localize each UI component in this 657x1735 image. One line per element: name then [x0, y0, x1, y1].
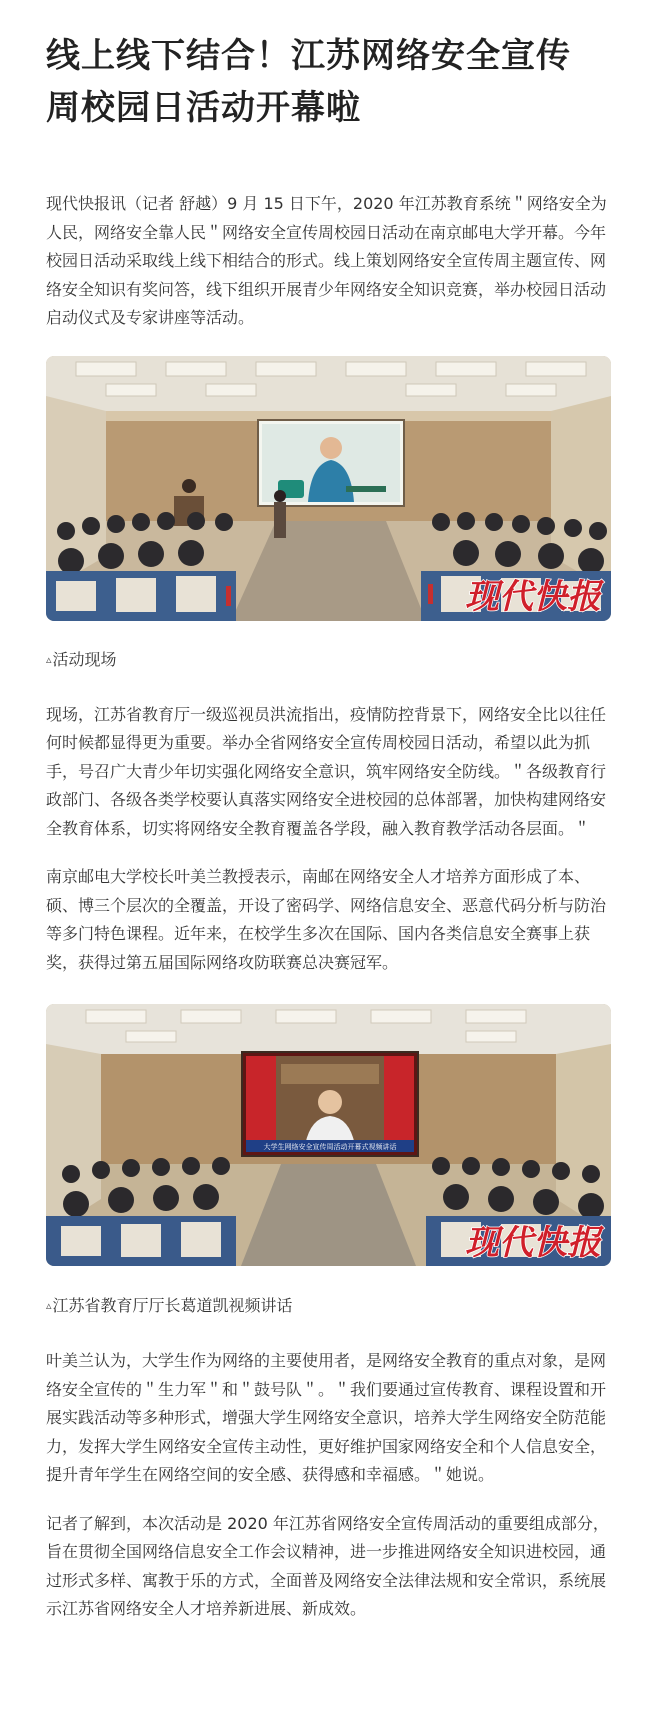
newspaper-watermark: 现代快报 — [465, 576, 601, 617]
speech-photo-illustration — [46, 1004, 611, 1266]
paragraph-hongliu: 现场，江苏省教育厅一级巡视员洪流指出，疫情防控背景下，网络安全比以往任何时候都显得更为重要。举办全省网络安全宣传周校园日活动，希望以此为抓手，号召广大青少年切实强化网络安全意识，筑牢网络安全防线。＂各级教育行政部门、各级各类学校要认真落实网络安全进校园的总体部署，加快构建网络安全教育体系，切实将网络安全教育覆盖各学段，融入教育教学活动各层面。＂ — [46, 704, 607, 838]
caption-text: 活动现场 — [52, 649, 117, 669]
venue-photo-illustration — [46, 356, 611, 621]
screen-caption: 大学生网络安全宣传周活动开幕式视频讲话 — [263, 1143, 397, 1151]
paragraph-student-role: 叶美兰认为，大学生作为网络的主要使用者，是网络安全教育的重点对象，是网络安全宣传的＂生力军＂和＂鼓号队＂。＂我们要通过宣传教育、课程设置和开展实践活动等多种形式，增强大学生网络安全意识，培养大学生网络安全防范能力，发挥大学生网络安全宣传主动性，更好维护国家网络安全和个人信息安全，提升青年学生在网络空间的安全感、获得感和幸福感。＂她说。 — [46, 1351, 607, 1484]
paragraph-conclusion: 记者了解到，本次活动是 2020 年江苏省网络安全宣传周活动的重要组成部分，旨在贯彻全国网络信息安全工作会议精神，进一步推进网络安全知识进校园，通过形式多样、寓教于乐的方式，全面普及网络安全法律法规和安全常识，系统展示江苏省网络安全人才培养新进展、新成效。 — [46, 1513, 609, 1618]
title-line-2: 周校园日活动开幕啦 — [46, 88, 361, 128]
photo-caption-1 — [46, 648, 611, 672]
photo-event-venue — [46, 356, 611, 621]
photo-caption-2 — [46, 1294, 611, 1318]
newspaper-watermark: 现代快报 — [465, 1223, 601, 1263]
title-line-1: 线上线下结合！江苏网络安全宣传 — [46, 36, 571, 76]
caption-text: 江苏省教育厅厅长葛道凯视频讲话 — [52, 1296, 293, 1315]
caption-marker-icon: ▵ — [46, 1299, 52, 1312]
photo-video-speech — [46, 1004, 611, 1266]
paragraph-yemeilan: 南京邮电大学校长叶美兰教授表示，南邮在网络安全人才培养方面形成了本、硕、博三个层次的全覆盖，开设了密码学、网络信息安全、恶意代码分析与防治等多门特色课程。近年来，在校学生多次在国际、国内各类信息安全赛事上获奖，获得过第五届国际网络攻防联赛总决赛冠军。 — [46, 867, 607, 972]
paragraph-intro: 现代快报讯（记者 舒越）9 月 15 日下午，2020 年江苏教育系统＂网络安全为人民，网络安全靠人民＂网络安全宣传周校园日活动在南京邮电大学开幕。今年校园日活动采取线上线下相结合的形式。线上策划网络安全宣传周主题宣传、网络安全知识有奖问答，线下组织开展青少年网络安全知识竞赛，举办校园日活动启动仪式及专家讲座等活动。 — [46, 194, 607, 327]
caption-marker-icon: ▵ — [46, 652, 52, 666]
article-title — [46, 30, 611, 134]
